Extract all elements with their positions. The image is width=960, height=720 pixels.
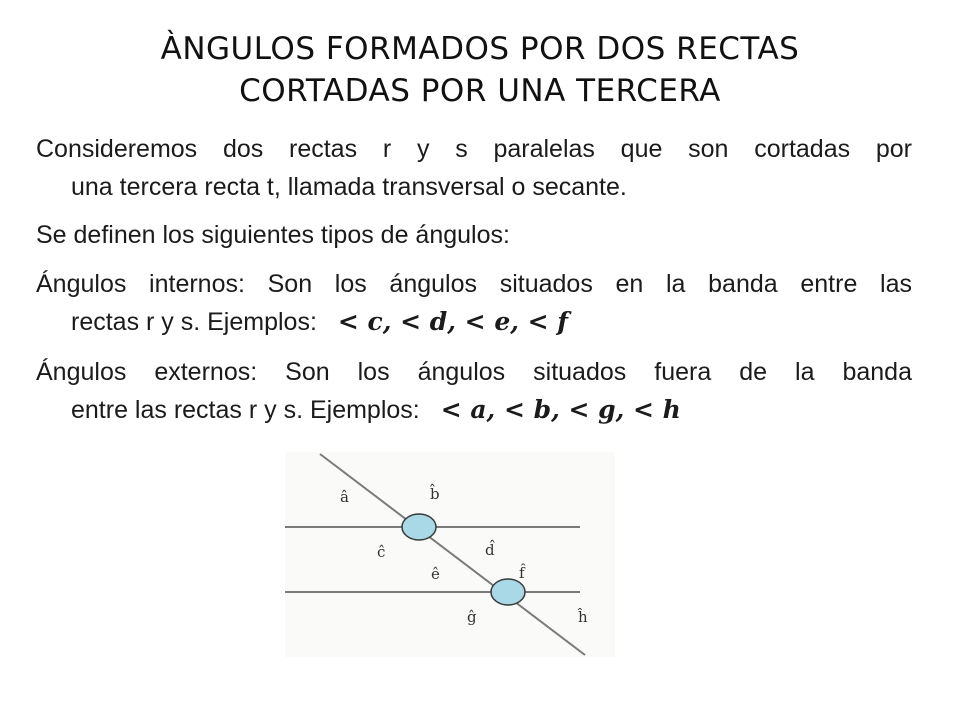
label-e: ê (431, 565, 440, 583)
paragraph-internal-line-2 (36, 303, 912, 341)
paragraph-internal-angles (36, 265, 912, 341)
label-h: ĥ (578, 608, 588, 626)
title-line-1: ÀNGULOS FORMADOS POR DOS RECTAS (160, 31, 800, 67)
label-c: ĉ (377, 543, 386, 561)
intersection-circle-r (402, 514, 436, 540)
title-line-2: CORTADAS POR UNA TERCERA (239, 73, 721, 109)
paragraph-external-line-2 (36, 391, 912, 429)
label-b: b̂ (430, 485, 440, 503)
external-text: entre las rectas r y s. Ejemplos: (71, 396, 420, 424)
paragraph-external-angles (36, 353, 912, 429)
label-a: â (340, 488, 349, 506)
paragraph-intro-line-1: Consideremos dos rectas r y s paralelas que son cortadas por (36, 135, 912, 163)
label-d: d̂ (485, 541, 495, 559)
paragraph-types (36, 216, 912, 254)
paragraph-internal-line-1: Ángulos internos: Son los ángulos situados en la banda entre las (36, 270, 912, 298)
paragraph-external-line-1: Ángulos externos: Son los ángulos situados fuera de la banda (36, 358, 912, 386)
paragraph-intro (36, 130, 912, 206)
line-transversal-t (320, 454, 585, 655)
internal-angles-math: < c, < d, < e, < f (337, 307, 569, 336)
internal-text: rectas r y s. Ejemplos: (71, 308, 317, 336)
slide-title (0, 28, 960, 112)
paragraph-types-line-1: Se definen los siguientes tipos de ángulos: (36, 221, 510, 249)
transversal-diagram (285, 452, 615, 657)
label-f: f̂ (519, 564, 525, 582)
intersection-circle-s (491, 579, 525, 605)
external-angles-math: < a, < b, < g, < h (440, 395, 681, 424)
paragraph-intro-line-2: una tercera recta t, llamada transversal o secante. (71, 173, 627, 201)
label-g: ĝ (467, 608, 477, 626)
